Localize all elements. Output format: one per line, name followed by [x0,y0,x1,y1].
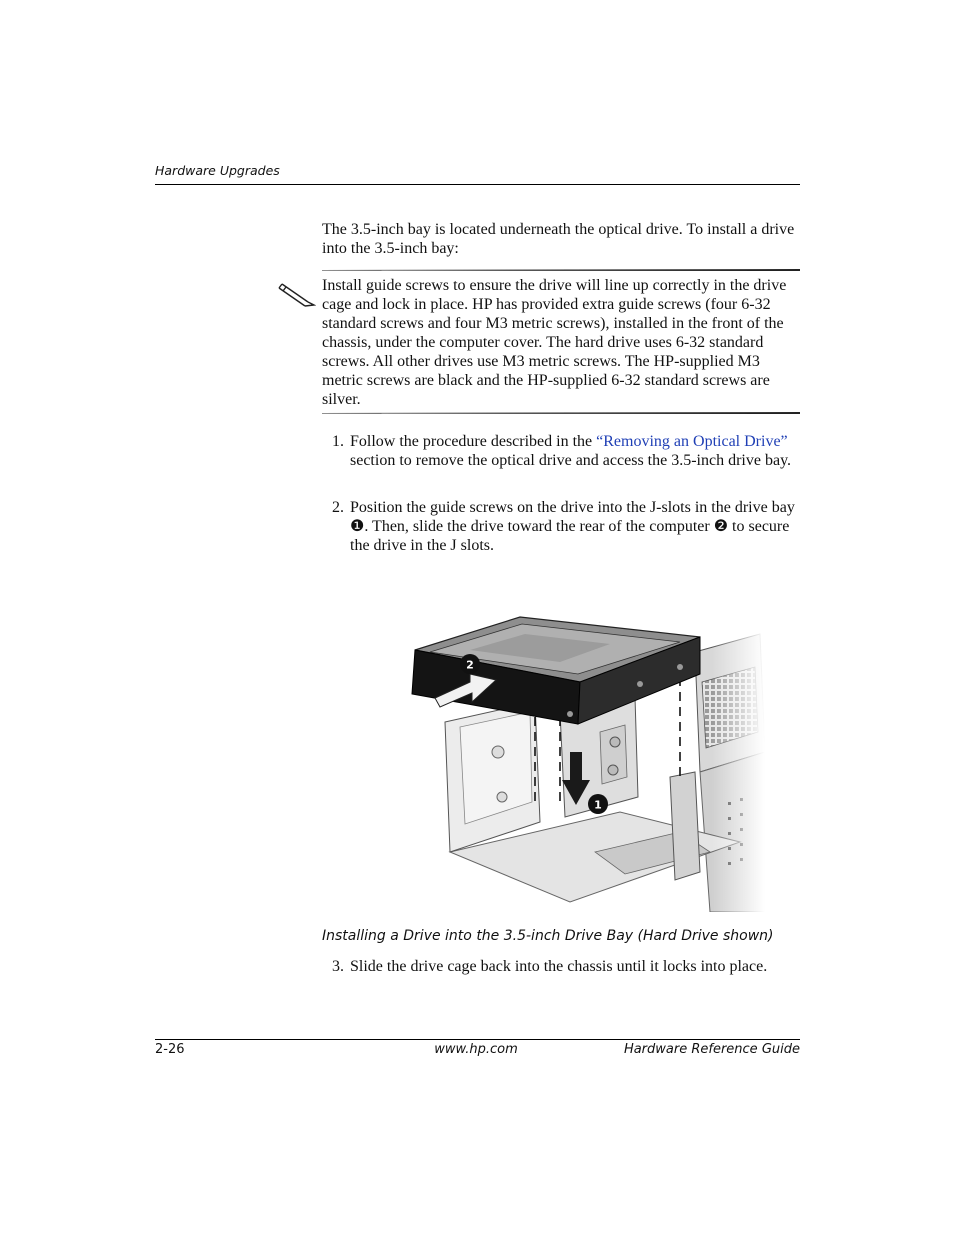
note-top-rule [322,269,800,272]
running-header: Hardware Upgrades [155,163,280,178]
footer-url-link[interactable]: www.hp.com [434,1042,518,1057]
step-2 [322,498,800,555]
step-number: 1. [332,433,344,450]
drive-installation-illustration [410,612,765,912]
step-number: 2. [332,499,344,516]
step-1 [322,432,800,470]
step-3 [322,957,800,976]
step-number: 3. [332,958,344,975]
note-text: Install guide screws to ensure the drive will line up correctly in the drive cage and lock in place. HP has provided extra guide screws (four 6-32 standard screws and four M3 metric screws), installed in the front of the chassis, under the computer cover. The hard drive uses 6-32 standard screws. All other drives use M3 metric screws. The HP-supplied M3 metric screws are black and the HP-supplied 6-32 standard screws are silver. [322,277,787,408]
note-bottom-rule [322,412,800,415]
callout-marker-2: ❷ [713,518,729,535]
figure-caption: Installing a Drive into the 3.5-inch Drive Bay (Hard Drive shown) [322,928,774,944]
step-text: Slide the drive cage back into the chassis until it locks into place. [350,958,768,975]
intro-paragraph: The 3.5-inch bay is located underneath the optical drive. To install a drive into the 3.5-inch bay: [322,221,795,257]
footer-rule [155,1039,800,1040]
step-text: Position the guide screws on the drive into the J-slots in the drive bay ❶. Then, slide the drive toward the rear of the computer ❷ to secure the drive in the J slots. [350,499,795,554]
removing-optical-drive-link[interactable]: “Removing an Optical Drive” [596,433,788,450]
callout-marker-1: ❶ [350,518,365,535]
footer-guide-title: Hardware Reference Guide [623,1042,800,1057]
header-rule [155,184,800,185]
step-text: Follow the procedure described in the “Removing an Optical Drive” section to remove the optical drive and access the 3.5-inch drive bay. [350,433,792,469]
pencil-note-icon [276,278,316,308]
page-number: 2-26 [155,1042,185,1057]
